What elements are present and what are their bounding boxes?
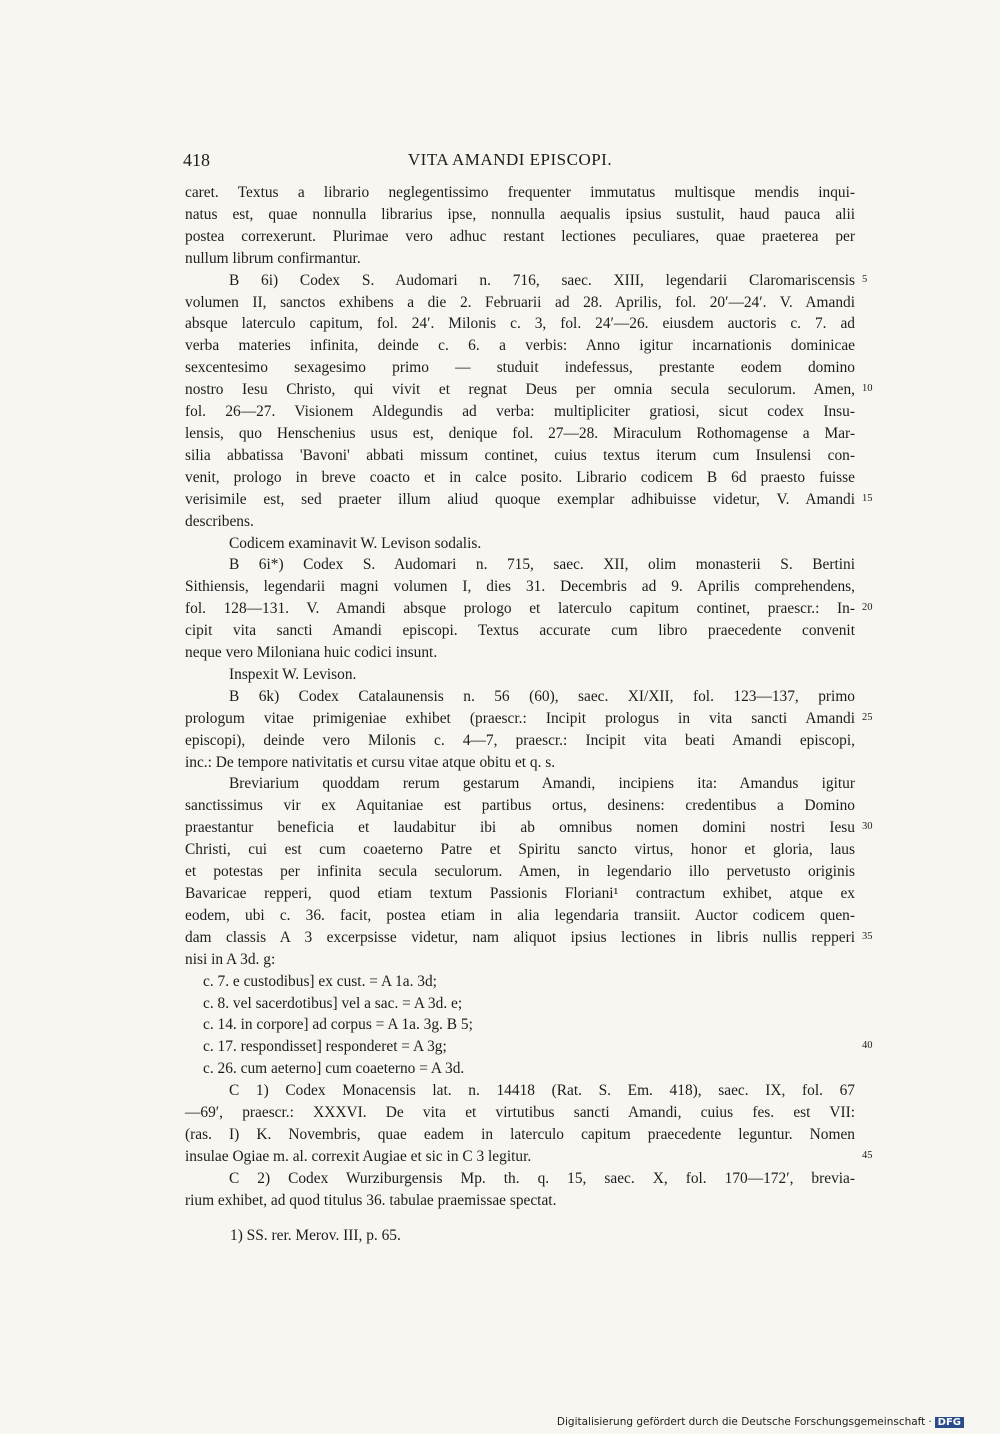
text-line: C 2) Codex Wurziburgensis Mp. th. q. 15, saec. X, fol. 170—172′, brevia- [229, 1169, 855, 1187]
text-line: verisimile est, sed praeter illum aliud quoque exemplar adhibuisse videtur, V. Amandi [185, 490, 855, 508]
text-line: verba materies infinita, deinde c. 6. a verbis: Anno igitur incarnationis dominicae [185, 337, 855, 355]
text-line: et potestas per infinita secula seculorum. Amen, in legendario illo pervetusto originis [185, 863, 855, 881]
text-line: volumen II, sanctos exhibens a die 2. Februarii ad 28. Aprilis, fol. 20′—24′. V. Amandi [185, 293, 855, 311]
text-line: lensis, quo Henschenius usus est, denique fol. 27—28. Miraculum Rothomagense a Mar- [185, 424, 855, 442]
text-line: sexcentesimo sexagesimo primo — studuit indefessus, prestante eodem domino [185, 359, 855, 377]
text-line: nullum librum confirmantur. [185, 249, 361, 267]
text-line: describens. [185, 512, 254, 530]
margin-line-number: 15 [862, 492, 873, 504]
text-line: praestantur beneficia et laudabitur ibi ab omnibus nomen domini nostri Iesu [185, 819, 855, 837]
margin-line-number: 40 [862, 1040, 873, 1052]
digitization-credit: Digitalisierung gefördert durch die Deutsche Forschungsgemeinschaft · DFG [557, 1416, 964, 1428]
text-line: B 6i*) Codex S. Audomari n. 715, saec. XII, olim monasterii S. Bertini [229, 556, 855, 574]
text-line: fol. 128—131. V. Amandi absque prologo et laterculo capitum continet, praescr.: In- [185, 600, 855, 618]
text-line: Sithiensis, legendarii magni volumen I, dies 31. Decembris ad 9. Aprilis comprehendens, [185, 578, 855, 596]
text-line: c. 8. vel sacerdotibus] vel a sac. = A 3d. e; [203, 994, 463, 1012]
margin-line-number: 20 [862, 602, 873, 614]
text-line: c. 14. in corpore] ad corpus = A 1a. 3g. B 5; [203, 1016, 473, 1034]
text-line: insulae Ogiae m. al. correxit Augiae et sic in C 3 legitur. [185, 1147, 532, 1165]
text-line: Breviarium quoddam rerum gestarum Amandi, incipiens ita: Amandus igitur [229, 775, 855, 793]
text-line: venit, prologo in breve coacto et in calce posito. Librario codicem B 6d praesto fuisse [185, 468, 855, 486]
dfg-logo: DFG [935, 1417, 964, 1428]
margin-line-number: 35 [862, 930, 873, 942]
text-line: B 6k) Codex Catalaunensis n. 56 (60), saec. XI/XII, fol. 123—137, primo [229, 687, 855, 705]
text-line: c. 26. cum aeterno] cum coaeterno = A 3d. [203, 1060, 465, 1078]
text-line: inc.: De tempore nativitatis et cursu vitae atque obitu et q. s. [185, 753, 556, 771]
text-line: silia abbatissa 'Bavoni' abbati missum continet, cuius textus iterum cum Insulensi con- [185, 446, 855, 464]
text-line: natus est, quae nonnulla librarius ipse, nonnulla aequalis ipsius sustulit, haud pauca alii [185, 205, 855, 223]
text-line: Christi, cui est cum coaeterno Patre et Spiritu sancto virtus, honor et gloria, laus [185, 841, 855, 859]
text-line: eodem, ubi c. 36. facit, postea etiam in alia legendaria transiit. Auctor codicem quen- [185, 906, 855, 924]
text-line: cipit vita sancti Amandi episcopi. Textus accurate cum libro praecedente convenit [185, 622, 855, 640]
margin-line-number: 30 [862, 821, 873, 833]
body-text [185, 182, 855, 1212]
credit-text: Digitalisierung gefördert durch die Deutsche Forschungsgemeinschaft [556, 1416, 926, 1428]
text-line: postea correxerunt. Plurimae vero adhuc restant lectiones peculiares, quae praeterea per [185, 227, 855, 245]
text-line: Inspexit W. Levison. [229, 665, 357, 683]
page-number: 418 [183, 150, 210, 170]
text-line: neque vero Miloniana huic codici insunt. [185, 644, 438, 662]
text-line: C 1) Codex Monacensis lat. n. 14418 (Rat. S. Em. 418), saec. IX, fol. 67 [229, 1082, 855, 1100]
text-line: c. 17. respondisset] responderet = A 3g; [203, 1038, 447, 1056]
text-line: nostro Iesu Christo, qui vivit et regnat Deus per omnia secula seculorum. Amen, [185, 381, 855, 399]
text-line: Codicem examinavit W. Levison sodalis. [229, 534, 482, 552]
text-line: prologum vitae primigeniae exhibet (praescr.: Incipit prologus in vita sancti Amandi [185, 709, 855, 727]
text-line: absque laterculo capitum, fol. 24′. Milonis c. 3, fol. 24′—26. eiusdem auctoris c. 7. ad [185, 315, 855, 333]
text-line: (ras. I) K. Novembris, quae eadem in laterculo capitum praecedente leguntur. Nomen [185, 1125, 855, 1143]
text-line: sanctissimus vir ex Aquitaniae est partibus ortus, desinens: credentibus a Domino [185, 797, 855, 815]
text-line: rium exhibet, ad quod titulus 36. tabulae praemissae spectat. [185, 1191, 557, 1209]
text-line: episcopi), deinde vero Milonis c. 4—7, praescr.: Incipit vita beati Amandi episcopi, [185, 731, 855, 749]
margin-line-number: 25 [862, 711, 873, 723]
text-line: caret. Textus a librario neglegentissimo frequenter immutatus multisque mendis inqui- [185, 184, 855, 201]
running-title: VITA AMANDI EPISCOPI. [407, 150, 613, 169]
margin-line-number: 10 [862, 383, 873, 395]
text-line: nisi in A 3d. g: [185, 950, 276, 968]
text-line: B 6i) Codex S. Audomari n. 716, saec. XIII, legendarii Claromariscensis [229, 271, 855, 289]
footnote: 1) SS. rer. Merov. III, p. 65. [230, 1227, 401, 1244]
text-line: dam classis A 3 excerpsisse videtur, nam aliquot ipsius lectiones in libris nullis repperi [185, 928, 855, 946]
text-line: Bavaricae repperi, quod etiam textum Passionis Floriani¹ contractum exhibet, atque ex [185, 885, 855, 902]
text-line: —69′, praescr.: XXXVI. De vita et virtutibus sancti Amandi, cuius fes. est VII: [185, 1104, 855, 1122]
margin-line-number: 45 [862, 1149, 873, 1161]
text-line: fol. 26—27. Visionem Aldegundis ad verba: multipliciter gratiosi, sicut codex Insu- [185, 403, 855, 421]
text-line: c. 7. e custodibus] ex cust. = A 1a. 3d; [203, 972, 437, 990]
margin-line-number: 5 [862, 273, 868, 285]
